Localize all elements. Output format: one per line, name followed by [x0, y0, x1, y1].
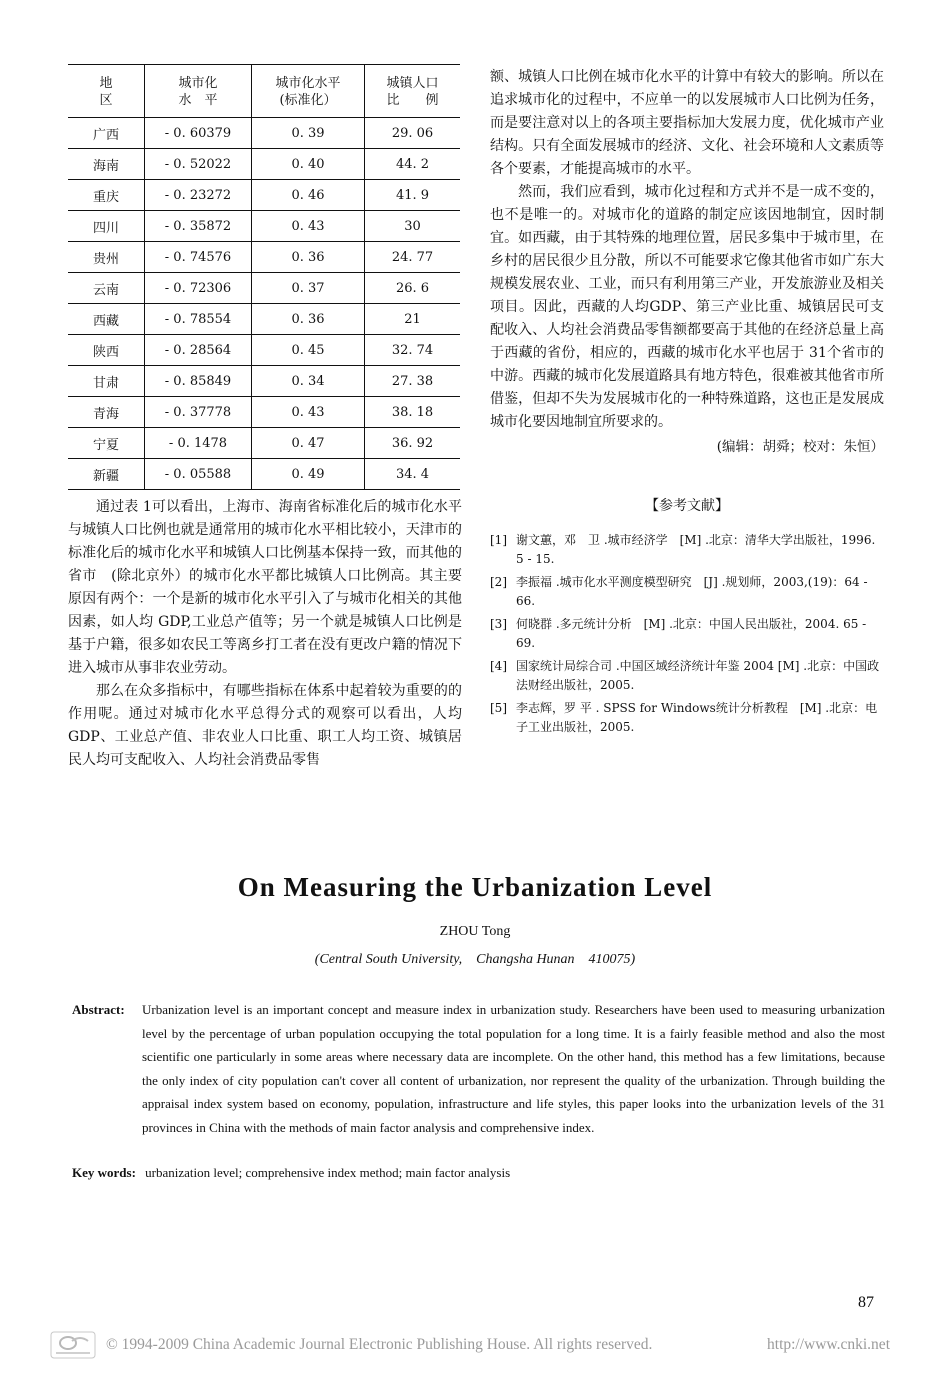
cell-standardized: 0. 43 [252, 211, 365, 242]
table-row [68, 273, 460, 304]
cell-standardized: 0. 34 [252, 366, 365, 397]
header-urbanization: 城市化 水 平 [145, 65, 252, 118]
abstract-text: Urbanization level is an important concept and measure index in urbanization study. Researchers have been used to measuring urbanization level by the percentage of urban population occupying the total population for a long time. It is a fairly feasible method and also the most scientific one particularly in some areas where necessary data are incomplete. On the other hand, this method has a few limitations, because the only index of city population can't cover all content of urbanization, nor represent the quality of the urbanization. Through building the appraisal index system based on economy, population, infrastructure and life styles, this paper looks into the urbanization levels of the 31 provinces in China with the methods of main factor analysis and comprehensive index. [142, 1002, 885, 1135]
reference-text: 谢文蕙，邓 卫 .城市经济学 [M] .北京：清华大学出版社，1996. 5 - 15. [516, 533, 876, 566]
table-header-row [68, 65, 460, 118]
header-urban-ratio: 城镇人口 比 例 [365, 65, 461, 118]
cell-urbanization: - 0. 05588 [145, 459, 252, 490]
reference-number: [5] [490, 701, 507, 715]
reference-item [490, 657, 884, 695]
cell-region: 青海 [92, 406, 119, 422]
header-region: 地 区 [99, 76, 113, 108]
cell-urbanization: - 0. 23272 [145, 180, 252, 211]
cell-urban-ratio: 26. 6 [365, 273, 461, 304]
cell-urban-ratio: 41. 9 [365, 180, 461, 211]
keywords-text: urbanization level; comprehensive index method; main factor analysis [145, 1165, 511, 1180]
cell-standardized: 0. 47 [252, 428, 365, 459]
reference-text: 何晓群 .多元统计分析 [M] .北京：中国人民出版社，2004. 65 - 69. [516, 617, 867, 650]
cell-urbanization: - 0. 72306 [145, 273, 252, 304]
cell-standardized: 0. 46 [252, 180, 365, 211]
reference-number: [1] [490, 533, 507, 547]
cell-urbanization: - 0. 37778 [145, 397, 252, 428]
reference-text: 李振福 .城市化水平测度模型研究 [J] .规划师，2003,(19)：64 - 66. [516, 575, 868, 608]
cell-region: 四川 [92, 220, 119, 236]
reference-number: [4] [490, 659, 507, 673]
cell-region: 新疆 [92, 468, 119, 484]
table-row [68, 180, 460, 211]
cell-urban-ratio: 21 [365, 304, 461, 335]
body-paragraph: 然而，我们应看到，城市化过程和方式并不是一成不变的，也不是唯一的。对城市化的道路的制定应该因地制宜，因时制宜。如西藏，由于其特殊的地理位置，居民多集中于城市里，在乡村的居民很少且分散，所以不可能要求它像其他省市如广东大规模发展农业、工业，而只有利用第三产业，开发旅游业及相关项目。因此，西藏的人均GDP、第三产业比重、城镇居民可支配收入、人均社会消费品零售额都要高于其他的在经济总量上高于西藏的省份，相应的，西藏的城市化水平也居于 31个省市的中游。西藏的城市化发展道路具有地方特色，很难被其他省市所借鉴，但却不失为发展城市化的一种特殊道路，这也正是发展成城市化要因地制宜所要求的。 [490, 184, 884, 430]
english-affiliation: (Central South University, Changsha Hunan 410075) [314, 952, 636, 967]
cell-urban-ratio: 36. 92 [365, 428, 461, 459]
cell-standardized: 0. 39 [252, 118, 365, 149]
cell-region: 西藏 [92, 313, 119, 329]
table-row [68, 242, 460, 273]
reference-number: [2] [490, 575, 507, 589]
cell-urban-ratio: 29. 06 [365, 118, 461, 149]
reference-text: 国家统计局综合司 .中国区域经济统计年鉴 2004 [M] .北京：中国政法财经出版社，2005. [516, 659, 880, 692]
cell-standardized: 0. 40 [252, 149, 365, 180]
cell-urban-ratio: 34. 4 [365, 459, 461, 490]
cell-urban-ratio: 30 [365, 211, 461, 242]
table-row [68, 211, 460, 242]
header-standardized: 城市化水平 (标准化） [252, 65, 365, 118]
cell-region: 贵州 [92, 251, 119, 267]
cell-region: 宁夏 [92, 437, 119, 453]
cell-region: 海南 [92, 158, 119, 174]
cell-standardized: 0. 36 [252, 242, 365, 273]
cell-urban-ratio: 32. 74 [365, 335, 461, 366]
abstract-block [72, 998, 885, 1139]
cell-region: 云南 [92, 282, 119, 298]
cnki-logo-icon [50, 1331, 96, 1359]
english-author: ZHOU Tong [439, 924, 511, 939]
reference-item [490, 531, 884, 569]
footer [50, 1327, 890, 1363]
cell-urban-ratio: 38. 18 [365, 397, 461, 428]
cell-region: 甘肃 [92, 375, 119, 391]
reference-item [490, 573, 884, 611]
urbanization-table [68, 64, 460, 490]
cell-urbanization: - 0. 35872 [145, 211, 252, 242]
right-column [490, 66, 884, 741]
table-row [68, 428, 460, 459]
keywords-block [72, 1161, 885, 1184]
table-row [68, 366, 460, 397]
cell-urban-ratio: 24. 77 [365, 242, 461, 273]
cell-urbanization: - 0. 60379 [145, 118, 252, 149]
body-paragraph: 额、城镇人口比例在城市化水平的计算中有较大的影响。所以在追求城市化的过程中，不应单一的以发展城市人口比例为任务，而是要注意对以上的各项主要指标加大发展力度，优化城市产业结构。只有全面发展城市的经济、文化、社会环境和人文素质等各个要素，才能提高城市的水平。 [490, 69, 884, 177]
table-row [68, 397, 460, 428]
page-number: 87 [858, 1294, 874, 1311]
cell-urbanization: - 0. 78554 [145, 304, 252, 335]
body-paragraph: 那么在众多指标中，有哪些指标在体系中起着较为重要的的作用呢。通过对城市化水平总得分式的观察可以看出，人均 GDP、工业总产值、非农业人口比重、职工人均工资、城镇居民人均可支配收入、人均社会消费品零售 [68, 683, 462, 768]
footer-url[interactable]: http://www.cnki.net [767, 1336, 890, 1353]
table-body [68, 118, 460, 490]
reference-item [490, 615, 884, 653]
keywords-label: Key words: [72, 1165, 136, 1180]
cell-urbanization: - 0. 1478 [145, 428, 252, 459]
cell-urbanization: - 0. 28564 [145, 335, 252, 366]
cell-urban-ratio: 44. 2 [365, 149, 461, 180]
cell-standardized: 0. 49 [252, 459, 365, 490]
cell-region: 广西 [92, 127, 119, 143]
cell-region: 陕西 [92, 344, 119, 360]
footer-copyright: © 1994-2009 China Academic Journal Electronic Publishing House. All rights reserved. [106, 1336, 653, 1353]
left-column [68, 64, 462, 772]
table-row [68, 304, 460, 335]
cell-urban-ratio: 27. 38 [365, 366, 461, 397]
left-body-text [68, 496, 462, 772]
cell-standardized: 0. 36 [252, 304, 365, 335]
table-row [68, 335, 460, 366]
references-title: 【参考文献】 [645, 498, 729, 514]
table-row [68, 149, 460, 180]
reference-item [490, 699, 884, 737]
cell-standardized: 0. 45 [252, 335, 365, 366]
references-list [490, 531, 884, 737]
english-title: On Measuring the Urbanization Level [237, 872, 713, 902]
reference-text: 李志辉，罗 平 . SPSS for Windows统计分析教程 [M] .北京：电子工业出版社，2005. [516, 701, 878, 734]
cell-urbanization: - 0. 52022 [145, 149, 252, 180]
cell-standardized: 0. 43 [252, 397, 365, 428]
table-row [68, 118, 460, 149]
body-paragraph: 通过表 1可以看出，上海市、海南省标准化后的城市化水平与城镇人口比例也就是通常用的城市化水平相比较小，天津市的标准化后的城市化水平和城镇人口比例基本保持一致，而其他的省市 (除北京外）的城市化水平都比城镇人口比例高。其主要原因有两个：一个是新的城市化水平引入了与城市化相关的其他因素，如人均 GDP,工业总产值等；另一个就是城镇人口比例是基于户籍，很多如农民工等离乡打工者在没有更改户籍的情况下进入城市从事非农业劳动。 [68, 499, 462, 676]
reference-number: [3] [490, 617, 507, 631]
cell-urbanization: - 0. 74576 [145, 242, 252, 273]
cell-standardized: 0. 37 [252, 273, 365, 304]
cell-region: 重庆 [92, 189, 119, 205]
editor-note: (编辑：胡舜；校对：朱恒） [716, 439, 884, 455]
abstract-label: Abstract: [72, 1002, 125, 1017]
table-row [68, 459, 460, 490]
cell-urbanization: - 0. 85849 [145, 366, 252, 397]
